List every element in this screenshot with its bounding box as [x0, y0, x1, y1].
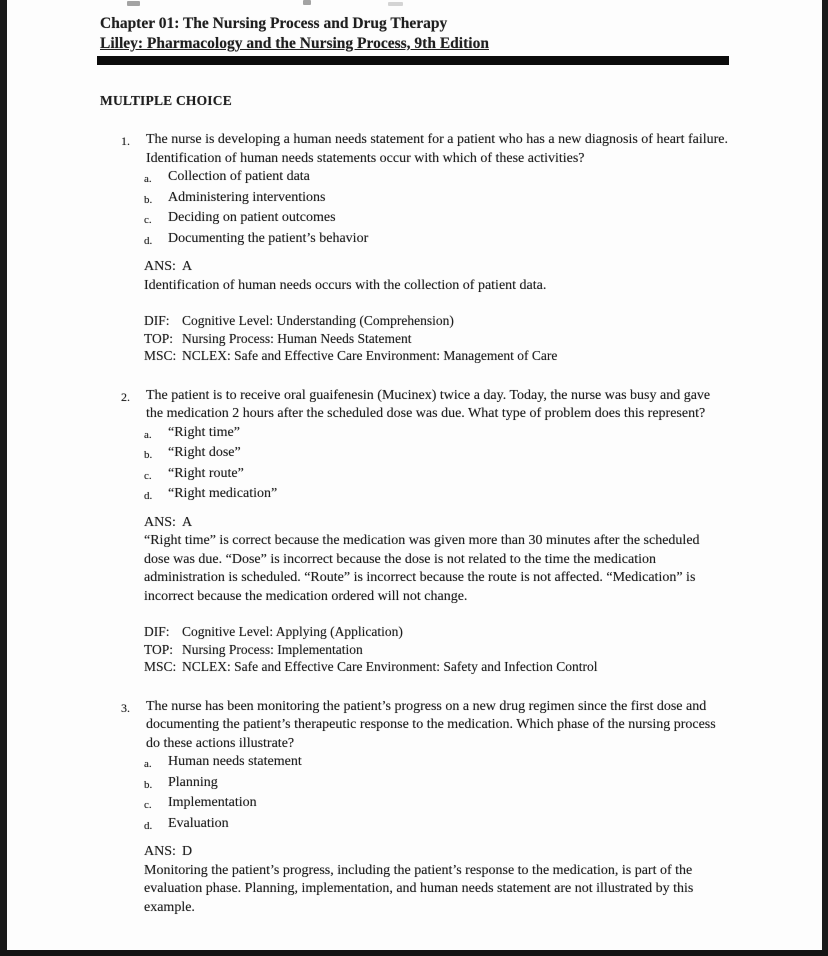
question-3 [100, 698, 732, 918]
answer-block [144, 843, 732, 917]
answer-label: ANS: [144, 844, 176, 859]
scan-edge-right [822, 0, 828, 956]
answer-label: ANS: [144, 514, 176, 530]
answer-value: A [182, 259, 193, 274]
option-text: “Right route” [168, 465, 244, 481]
question-number: 1. [121, 134, 130, 148]
option-text: “Right medication” [168, 486, 278, 501]
option-c [144, 209, 732, 230]
option-letter: a. [144, 758, 152, 770]
option-a [144, 753, 732, 774]
scan-edge-bottom [0, 950, 828, 956]
option-letter: d. [144, 490, 153, 502]
question-stem: The patient is to receive oral guaifenesin (Mucinex) twice a day. Today, the nurse was busy and gave the medication 2 hours after the scheduled dose was due. What type of problem does this represent? [146, 387, 711, 421]
option-letter: c. [144, 214, 152, 226]
option-a [144, 168, 732, 189]
option-text: Human needs statement [168, 754, 302, 769]
top-label: TOP: [144, 330, 174, 346]
msc-row [144, 658, 732, 676]
dif-label: DIF: [144, 624, 170, 639]
option-text: Evaluation [168, 815, 229, 831]
option-c [144, 794, 732, 815]
top-row [144, 641, 732, 659]
dif-value: Cognitive Level: Understanding (Comprehension) [182, 313, 454, 328]
top-label: TOP: [144, 641, 174, 657]
options-list [144, 753, 732, 835]
options-list [144, 424, 732, 506]
answer-block [144, 258, 732, 295]
scan-edge-left [0, 0, 7, 956]
top-value: Nursing Process: Human Needs Statement [182, 330, 412, 346]
answer-label: ANS: [144, 259, 176, 274]
option-text: Administering interventions [168, 189, 326, 205]
option-letter: b. [144, 449, 153, 461]
option-text: “Right time” [168, 424, 240, 440]
options-list [144, 168, 732, 250]
document-header [100, 14, 732, 65]
rationale-text: Monitoring the patient’s progress, including the patient’s response to the medication, is part of the evaluation phase. Planning, implementation, and human needs statement are not illustrated by this example. [144, 862, 694, 915]
option-letter: c. [144, 469, 152, 482]
option-b [144, 189, 732, 210]
chapter-title: Chapter 01: The Nursing Process and Drug Therapy [100, 15, 448, 32]
option-letter: a. [144, 428, 152, 441]
question-2 [100, 387, 732, 676]
option-d [144, 485, 732, 506]
msc-value: NCLEX: Safe and Effective Care Environment: Safety and Infection Control [182, 659, 598, 674]
scan-artifact [388, 2, 403, 6]
question-stem: The nurse has been monitoring the patient’s progress on a new drug regimen since the first dose and documenting the patient’s therapeutic response to the medication. Which phase of the nursing process do these actions illustrate? [146, 698, 716, 751]
msc-label: MSC: [144, 659, 177, 674]
option-c [144, 465, 732, 486]
meta-block [144, 623, 732, 676]
option-text: Collection of patient data [168, 169, 310, 184]
option-letter: b. [144, 778, 153, 791]
dif-row [144, 623, 732, 641]
option-letter: a. [144, 173, 152, 185]
option-letter: c. [144, 799, 152, 811]
option-letter: d. [144, 234, 153, 247]
dif-label: DIF: [144, 313, 170, 328]
question-1 [100, 131, 732, 365]
option-letter: b. [144, 193, 153, 206]
option-text: Deciding on patient outcomes [168, 210, 336, 225]
book-title: Lilley: Pharmacology and the Nursing Process, 9th Edition [100, 35, 489, 52]
document-page [100, 14, 732, 917]
dif-value: Cognitive Level: Applying (Application) [182, 624, 403, 639]
question-stem: The nurse is developing a human needs statement for a patient who has a new diagnosis of heart failure. Identification of human needs statements occur with which of these activities? [146, 132, 728, 166]
top-row [144, 330, 732, 348]
option-d [144, 815, 732, 836]
option-text: Implementation [168, 795, 257, 810]
option-d [144, 230, 732, 251]
msc-value: NCLEX: Safe and Effective Care Environment: Management of Care [182, 348, 558, 363]
scan-artifact [127, 1, 140, 6]
meta-block [144, 312, 732, 365]
option-b [144, 444, 732, 465]
top-value: Nursing Process: Implementation [182, 641, 363, 657]
answer-block [144, 514, 732, 607]
rationale-text: “Right time” is correct because the medication was given more than 30 minutes after the scheduled dose was due. “Dose” is incorrect because the dose is not related to the time the medication administration is scheduled. “Route” is incorrect because the route is not affected. “Medication” is incorrect because the medication ordered will not change. [144, 533, 700, 604]
dif-row [144, 312, 732, 330]
option-text: Planning [168, 774, 218, 790]
option-letter: d. [144, 819, 153, 832]
header-divider-bar [97, 56, 729, 65]
answer-value: D [182, 844, 193, 859]
question-number: 3. [121, 700, 130, 715]
question-number: 2. [121, 389, 130, 404]
option-text: “Right dose” [168, 445, 241, 460]
msc-row [144, 347, 732, 365]
option-b [144, 774, 732, 795]
scan-artifact [303, 0, 311, 5]
section-heading: MULTIPLE CHOICE [100, 93, 232, 108]
answer-value: A [182, 514, 193, 530]
option-a [144, 424, 732, 445]
msc-label: MSC: [144, 348, 177, 363]
option-text: Documenting the patient’s behavior [168, 230, 369, 246]
rationale-text: Identification of human needs occurs with the collection of patient data. [144, 277, 547, 293]
